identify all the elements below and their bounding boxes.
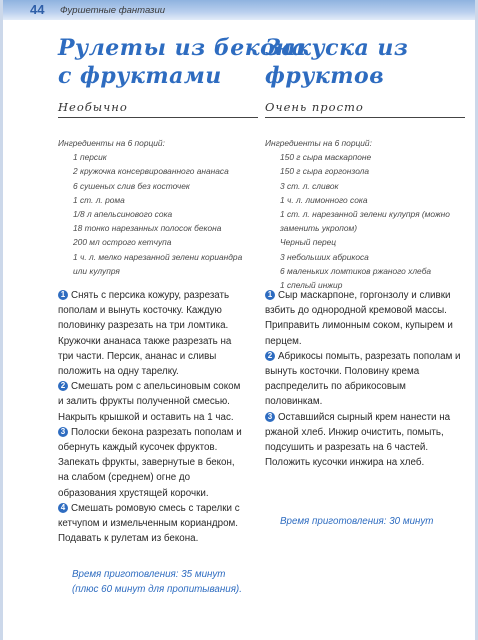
ingredient-item: 1 спелый инжир <box>280 280 343 291</box>
step-number-badge: 2 <box>265 351 275 361</box>
ingredient-item: 150 г сыра горгонзола <box>280 166 370 177</box>
ingredient-item: 6 маленьких ломтиков ржаного хлеба <box>280 265 432 276</box>
step-text: Снять с персика кожуру, разрезать пополам и вынуть косточку. Каждую половинку разрезать на три ломтика. Кружочки ананаса также разрезать на три части. Персик, ананас и сливы положить на одну тарелку. <box>58 290 232 378</box>
step <box>58 501 246 547</box>
ingredients-heading: Ингредиенты на 6 порций: <box>58 138 165 148</box>
step-number-badge: 3 <box>265 412 275 422</box>
step-text: Сыр маскарпоне, горгонзолу и сливки взбить до однородной кремовой массы. Приправить лимонным соком, купырем и перцем. <box>265 290 453 347</box>
ingredient-list <box>265 150 465 292</box>
step-number-badge: 1 <box>265 290 275 300</box>
ingredient-item: 3 ст. л. сливок <box>280 180 339 191</box>
step <box>58 379 246 425</box>
page-edge-left <box>0 0 3 640</box>
recipe-title-line: Закуска из <box>265 35 409 61</box>
step-text: Полоски бекона разрезать пополам и обернуть каждый кусочек фруктов. Запекать фрукты, завернутые в бекон, на слабом (среднем) огне до образования хрустящей корочки. <box>58 426 242 499</box>
steps-left <box>58 288 246 546</box>
prep-time-left: Время приготовления: 35 минут (плюс 60 минут для пропитывания). <box>72 569 242 595</box>
ingredient-item: 18 тонко нарезанных полосок бекона <box>73 223 222 234</box>
step <box>58 288 246 379</box>
recipe-title-line: Рулеты из бекона <box>58 35 307 61</box>
running-title: Фуршетные фантазии <box>60 5 166 16</box>
recipe-title-right <box>265 34 465 90</box>
page-number: 44 <box>30 2 45 17</box>
ingredient-item: 1 ст. л. рома <box>73 194 125 205</box>
ingredients-right <box>265 136 465 292</box>
step <box>265 349 463 410</box>
ingredient-item: 6 сушеных слив без косточек <box>73 180 190 191</box>
step <box>265 410 463 471</box>
difficulty-label-right: Очень просто <box>265 100 465 118</box>
step-number-badge: 2 <box>58 381 68 391</box>
ingredient-item: 1 ст. л. нарезанной зелени кулупря (можно заменить укропом) <box>280 209 450 234</box>
ingredient-item: 1/8 л апельсинового сока <box>73 209 173 220</box>
ingredient-item: 150 г сыра маскарпоне <box>280 152 372 163</box>
ingredient-item: 1 персик <box>73 152 107 163</box>
ingredient-item: Черный перец <box>280 237 337 248</box>
ingredients-heading: Ингредиенты на 6 порций: <box>265 138 372 148</box>
recipe-title-line: фруктов <box>265 63 385 89</box>
ingredient-item: 3 небольших абрикоса <box>280 251 369 262</box>
step-number-badge: 3 <box>58 427 68 437</box>
step-text: Смешать ромовую смесь с тарелки с кетчупом и измельченным кориандром. Подавать к рулетам из бекона. <box>58 502 240 545</box>
ingredient-list <box>58 150 258 278</box>
ingredient-item: 2 кружочка консервированного ананаса <box>73 166 229 177</box>
step <box>265 288 463 349</box>
step-text: Смешать ром с апельсиновым соком и залить фрукты полученной смесью. Накрыть крышкой и оставить на 1 час. <box>58 381 241 423</box>
ingredient-item: 200 мл острого кетчупа <box>73 237 172 248</box>
step <box>58 425 246 501</box>
ingredients-left <box>58 136 258 278</box>
recipe-left <box>58 28 307 278</box>
steps-right <box>265 288 463 470</box>
recipe-title-left <box>58 34 307 90</box>
step-number-badge: 1 <box>58 290 68 300</box>
recipe-title-line: с фруктами <box>58 63 222 89</box>
step-text: Абрикосы помыть, разрезать пополам и вынуть косточки. Половину крема распределить по абрикосовым половинкам. <box>265 350 461 408</box>
prep-time-right: Время приготовления: 30 минут <box>280 516 434 527</box>
recipe-right <box>265 28 465 292</box>
ingredient-item: 1 ч. л. мелко нарезанной зелени кориандра или кулупря <box>73 251 243 276</box>
difficulty-label-left: Необычно <box>58 100 258 118</box>
step-text: Оставшийся сырный крем нанести на ржаной хлеб. Инжир очистить, помыть, подсушить и разрезать на 6 частей. Положить кусочки инжира на хлеб. <box>265 411 451 469</box>
ingredient-item: 1 ч. л. лимонного сока <box>280 194 368 205</box>
step-number-badge: 4 <box>58 503 68 513</box>
